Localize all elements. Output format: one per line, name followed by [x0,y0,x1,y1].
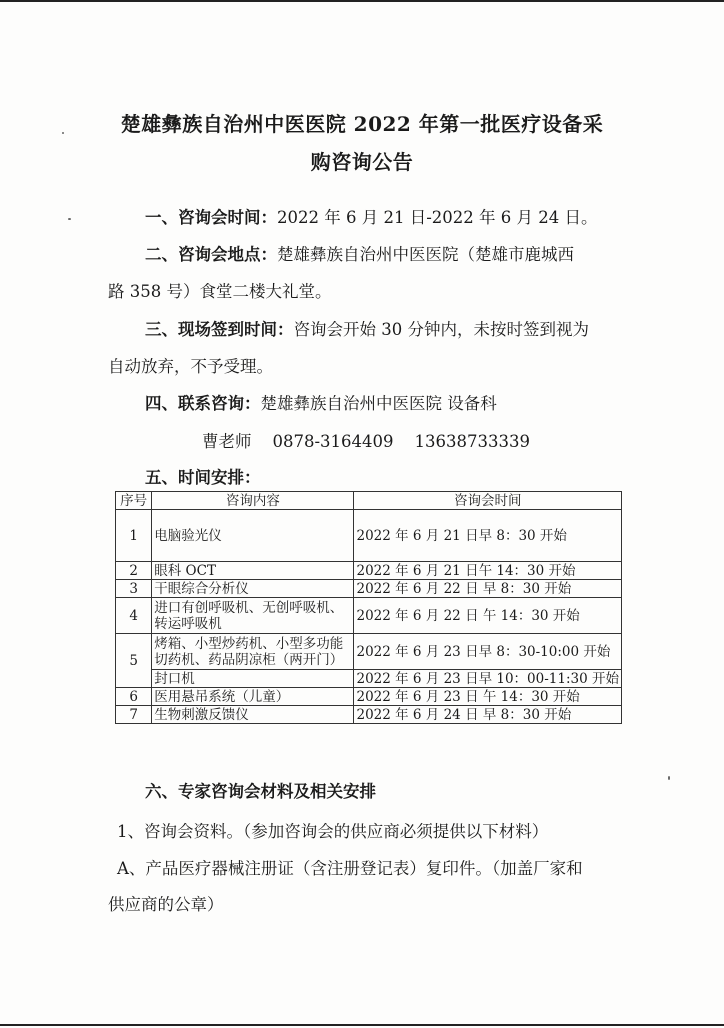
table-row [116,706,622,724]
row-content: 电脑验光仪 [152,510,354,562]
table-row [116,634,622,670]
row-time: 2022 年 6 月 21 日午 14：30 开始 [354,562,622,580]
row-no: 6 [116,688,152,706]
row-no: 4 [116,598,152,634]
row-time: 2022 年 6 月 21 日早 8：30 开始 [354,510,622,562]
table-row [116,562,622,580]
section-contact-label: 四、联系咨询： [145,394,261,413]
section-location-label: 二、咨询会地点： [145,245,277,264]
section-checkin-label: 三、现场签到时间： [145,320,294,339]
row-content: 医用悬吊系统（儿童） [152,688,354,706]
table-row [116,688,622,706]
row-time: 2022 年 6 月 23 日早 10：00-11:30 开始 [354,670,622,688]
section-location-text-a: 楚雄彝族自治州中医医院（楚雄市鹿城西 [277,245,574,264]
row-content: 烤箱、小型炒药机、小型多功能切药机、药品阴凉柜（两开门） [152,634,354,670]
scan-speck [62,132,64,134]
row-time: 2022 年 6 月 22 日 早 8：30 开始 [354,580,622,598]
scan-bottom-border [0,1024,724,1026]
scan-speck [668,776,670,780]
row-content: 封口机 [152,670,354,688]
row-time: 2022 年 6 月 22 日 午 14：30 开始 [354,598,622,634]
section-location [145,241,574,265]
document-title-line2: 购咨询公告 [310,150,414,174]
row-content: 干眼综合分析仪 [152,580,354,598]
schedule-table [115,491,622,724]
header-no: 序号 [116,492,152,510]
scan-top-border [0,0,724,2]
row-no: 5 [116,634,152,688]
row-time: 2022 年 6 月 24 日 早 8：30 开始 [354,706,622,724]
row-content: 进口有创呼吸机、无创呼吸机、转运呼吸机 [152,598,354,634]
section-materials-heading: 六、专家咨询会材料及相关安排 [145,782,376,801]
section-checkin-text-b: 自动放弃，不予受理。 [108,357,273,376]
row-no: 2 [116,562,152,580]
row-time: 2022 年 6 月 23 日早 8：30-10:00 开始 [354,634,622,670]
header-time: 咨询会时间 [354,492,622,510]
table-row [116,580,622,598]
row-no: 3 [116,580,152,598]
row-content: 生物刺激反馈仪 [152,706,354,724]
section-checkin-text-a: 咨询会开始 30 分钟内，未按时签到视为 [293,320,589,339]
contact-person-phone: 曹老师 0878-3164409 13638733339 [202,432,530,451]
row-no: 1 [116,510,152,562]
materials-item-1: 1、咨询会资料。（参加咨询会的供应商必须提供以下材料） [117,822,549,841]
header-content: 咨询内容 [152,492,354,510]
section-contact [145,390,497,414]
row-time: 2022 年 6 月 23 日 午 14：30 开始 [354,688,622,706]
materials-item-a: A、产品医疗器械注册证（含注册登记表）复印件。（加盖厂家和 [117,859,583,878]
document-title-line1: 楚雄彝族自治州中医医院 2022 年第一批医疗设备采 [120,112,604,136]
section-schedule-label: 五、时间安排： [145,468,261,487]
section-location-text-b: 路 358 号）食堂二楼大礼堂。 [108,282,332,301]
section-time-text: 2022 年 6 月 21 日-2022 年 6 月 24 日。 [277,208,598,227]
table-row [116,510,622,562]
section-time-label: 一、咨询会时间： [145,208,277,227]
row-content: 眼科 OCT [152,562,354,580]
section-time [145,204,598,228]
section-contact-text: 楚雄彝族自治州中医医院 设备科 [260,394,497,413]
row-no: 7 [116,706,152,724]
table-row [116,598,622,634]
table-header-row [116,492,622,510]
scan-speck [68,218,71,220]
table-row [116,670,622,688]
materials-item-a-cont: 供应商的公章） [108,895,224,914]
section-checkin [145,316,589,340]
